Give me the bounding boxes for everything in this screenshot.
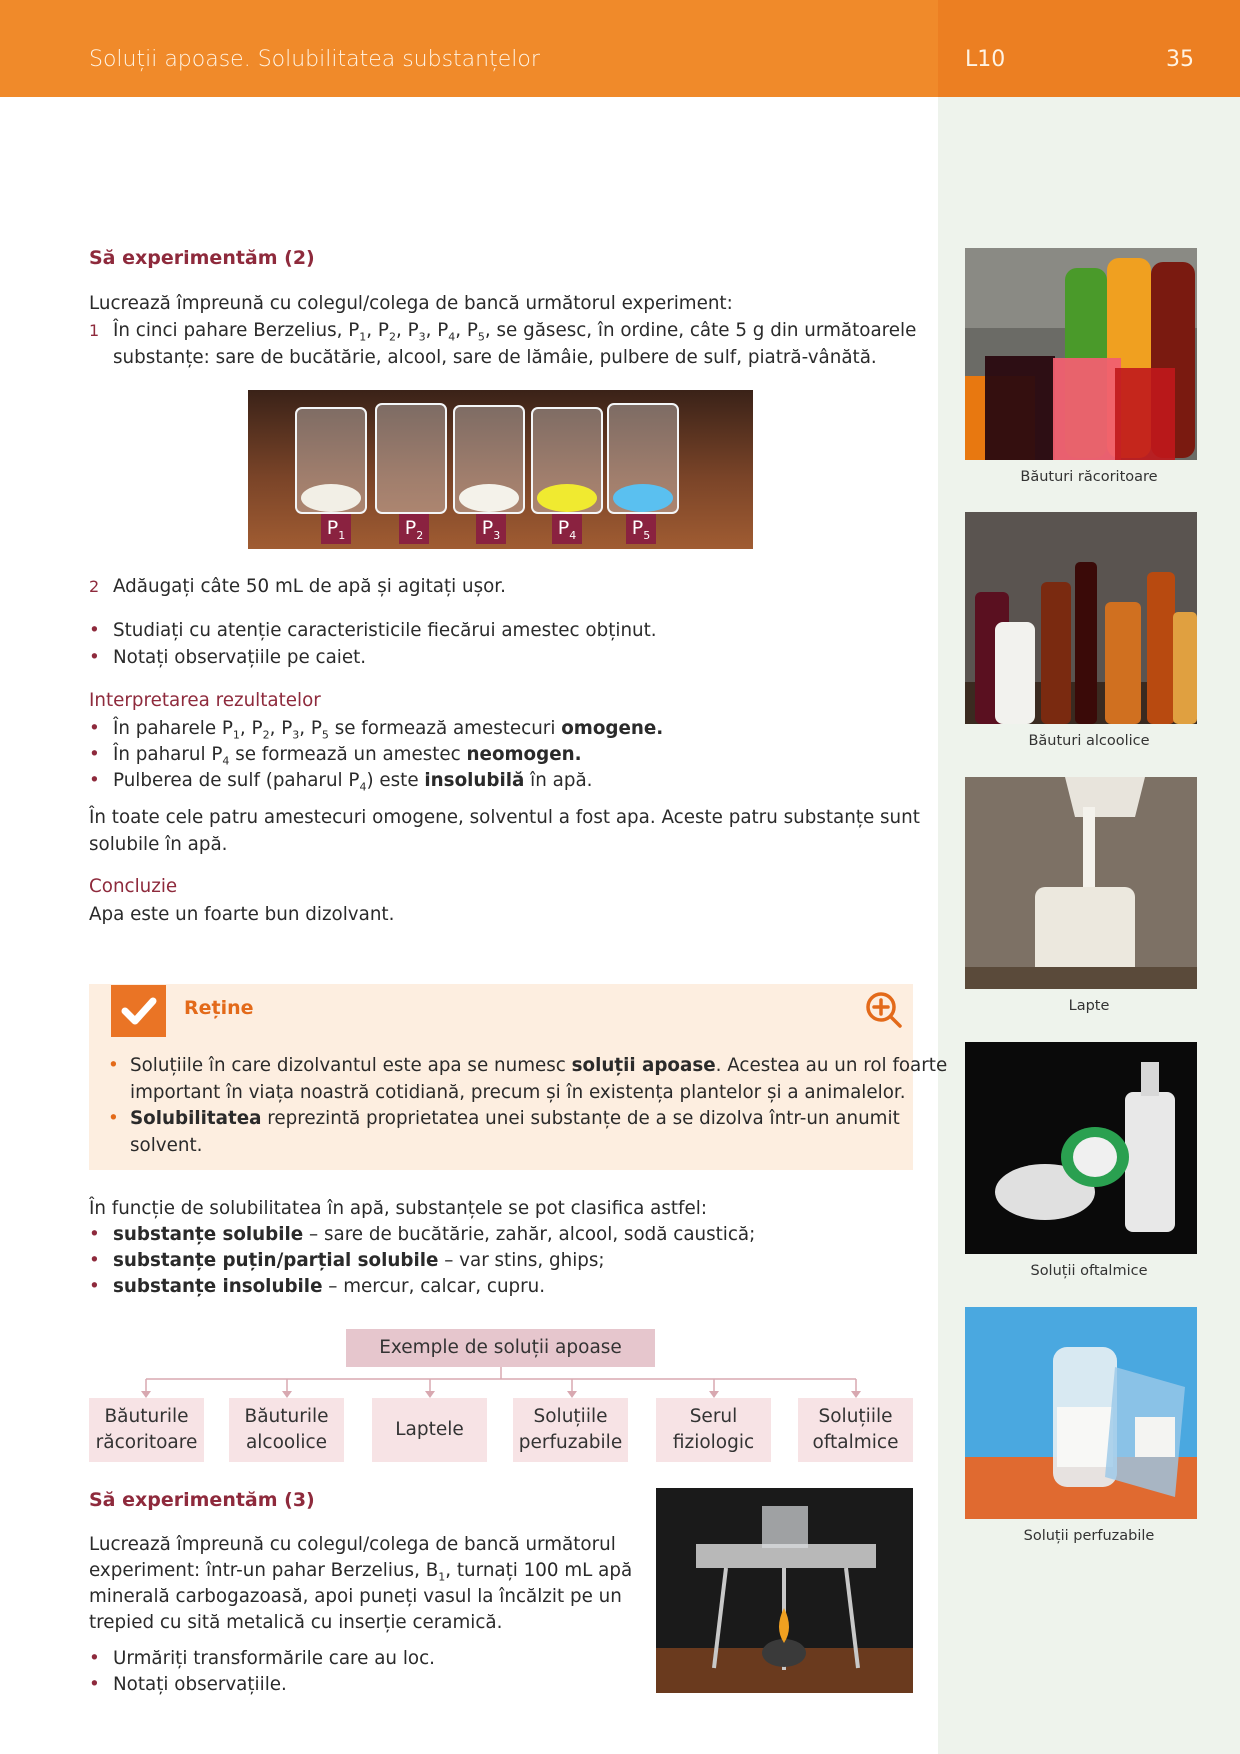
milk-photo bbox=[965, 777, 1197, 989]
exp2-step2: 2 Adăugați câte 50 mL de apă și agitați ușor. bbox=[89, 576, 506, 597]
retine-bullet-1: • Soluțiile în care dizolvantul este apa se numesc soluții apoase. Acestea au un rol foarte bbox=[108, 1055, 948, 1076]
classif-item-2: • substanțe puțin/parțial solubile – var stins, ghips; bbox=[89, 1250, 605, 1271]
caption-alcoholic-drinks: Băuturi alcoolice bbox=[1028, 733, 1150, 749]
page-number: 35 bbox=[1166, 47, 1194, 72]
alcoholic-drinks-photo bbox=[965, 512, 1197, 724]
exp2-bullet-1: • Studiați cu atenție caracteristicile fiecărui amestec obținut. bbox=[89, 620, 657, 641]
chapter-title: Soluții apoase. Solubilitatea substanțelor bbox=[89, 47, 540, 72]
retine-title: Reține bbox=[184, 997, 254, 1019]
para-line-2: solubile în apă. bbox=[89, 834, 228, 855]
exp2-step1: 1 În cinci pahare Berzelius, $P_1$, $P_2$, $P_3$, $P_4$, $P_5$, se găsesc, în ordine, câte 5 g din următoarele bbox=[89, 317, 916, 351]
interp-item-3: • Pulberea de sulf (paharul $P_4$) este insolubilă în apă. bbox=[89, 770, 593, 794]
interp-item-1: • În paharele $P_1$, $P_2$, $P_3$, $P_5$ se formează amestecuri omogene. bbox=[89, 718, 664, 742]
para-line-1: În toate cele patru amestecuri omogene, solventul a fost apa. Aceste patru substanțe sunt bbox=[89, 807, 920, 828]
glass-label-p5: $P_5$ bbox=[626, 514, 656, 544]
interp-heading: Interpretarea rezultatelor bbox=[89, 690, 321, 711]
conclusion-heading: Concluzie bbox=[89, 876, 178, 897]
exp3-bullet-2: • Notați observațiile. bbox=[89, 1674, 287, 1695]
exp3-line-4: trepied cu sită metalică cu inserție ceramică. bbox=[89, 1612, 503, 1633]
soft-drinks-photo bbox=[965, 248, 1197, 460]
exp3-line-1: Lucrează împreună cu colegul/colega de bancă următorul bbox=[89, 1534, 616, 1555]
retine-bullet-2-line2: solvent. bbox=[130, 1135, 203, 1156]
glass-label-p4: $P_4$ bbox=[552, 514, 582, 544]
exp3-bullet-1: • Urmăriți transformările care au loc. bbox=[89, 1648, 435, 1669]
retine-bullet-2: • Solubilitatea reprezintă proprietatea unei substanțe de a se dizolva într-un anumit bbox=[108, 1108, 900, 1129]
exp2-bullet-2: • Notați observațiile pe caiet. bbox=[89, 647, 367, 668]
diagram-node-soft-drinks: Băuturile răcoritoare bbox=[89, 1398, 204, 1462]
diagram-connectors bbox=[89, 1367, 915, 1399]
diagram-node-saline: Serul fiziologic bbox=[656, 1398, 771, 1462]
zoom-in-icon[interactable] bbox=[864, 990, 904, 1034]
exp2-heading: Să experimentăm (2) bbox=[89, 247, 315, 269]
diagram-node-infusion: Soluțiile perfuzabile bbox=[513, 1398, 628, 1462]
exp3-heading: Să experimentăm (3) bbox=[89, 1489, 315, 1511]
classif-item-1: • substanțe solubile – sare de bucătărie, zahăr, alcool, sodă caustică; bbox=[89, 1224, 756, 1245]
diagram-node-alcoholic-drinks: Băuturile alcoolice bbox=[229, 1398, 344, 1462]
caption-infusion: Soluții perfuzabile bbox=[1023, 1528, 1155, 1544]
caption-soft-drinks: Băuturi răcoritoare bbox=[1020, 469, 1158, 485]
conclusion-text: Apa este un foarte bun dizolvant. bbox=[89, 904, 395, 925]
glass-label-p1: $P_1$ bbox=[321, 514, 351, 544]
tripod-heating-photo bbox=[656, 1488, 913, 1693]
diagram-node-eye-drops: Soluțiile oftalmice bbox=[798, 1398, 913, 1462]
eye-drops-photo bbox=[965, 1042, 1197, 1254]
classif-intro: În funcție de solubilitatea în apă, substanțele se pot clasifica astfel: bbox=[89, 1198, 707, 1219]
glass-label-p3: $P_3$ bbox=[476, 514, 506, 544]
caption-eye-drops: Soluții oftalmice bbox=[1030, 1263, 1148, 1279]
caption-milk: Lapte bbox=[1068, 998, 1110, 1014]
exp2-intro: Lucrează împreună cu colegul/colega de bancă următorul experiment: bbox=[89, 293, 733, 314]
step-number: 1 bbox=[89, 321, 100, 340]
retine-bullet-1-line2: important în viața noastră cotidiană, precum și în existența plantelor și a animalelor. bbox=[130, 1082, 906, 1103]
interp-item-2: • În paharul $P_4$ se formează un amestec neomogen. bbox=[89, 744, 582, 768]
lesson-code: L10 bbox=[965, 47, 1006, 72]
exp3-line-3: minerală carbogazoasă, apoi puneți vasul la încălzit pe un bbox=[89, 1586, 622, 1607]
exp3-line-2: experiment: într-un pahar Berzelius, $B_1$, turnați 100 mL apă bbox=[89, 1560, 633, 1584]
exp2-step1-line2: substanțe: sare de bucătărie, alcool, sare de lămâie, pulbere de sulf, piatră-vânătă. bbox=[113, 347, 877, 368]
checkmark-icon bbox=[111, 985, 166, 1037]
infusion-photo bbox=[965, 1307, 1197, 1519]
classif-item-3: • substanțe insolubile – mercur, calcar, cupru. bbox=[89, 1276, 546, 1297]
diagram-node-milk: Laptele bbox=[372, 1398, 487, 1462]
diagram-root: Exemple de soluții apoase bbox=[346, 1329, 655, 1367]
glass-label-p2: $P_2$ bbox=[399, 514, 429, 544]
